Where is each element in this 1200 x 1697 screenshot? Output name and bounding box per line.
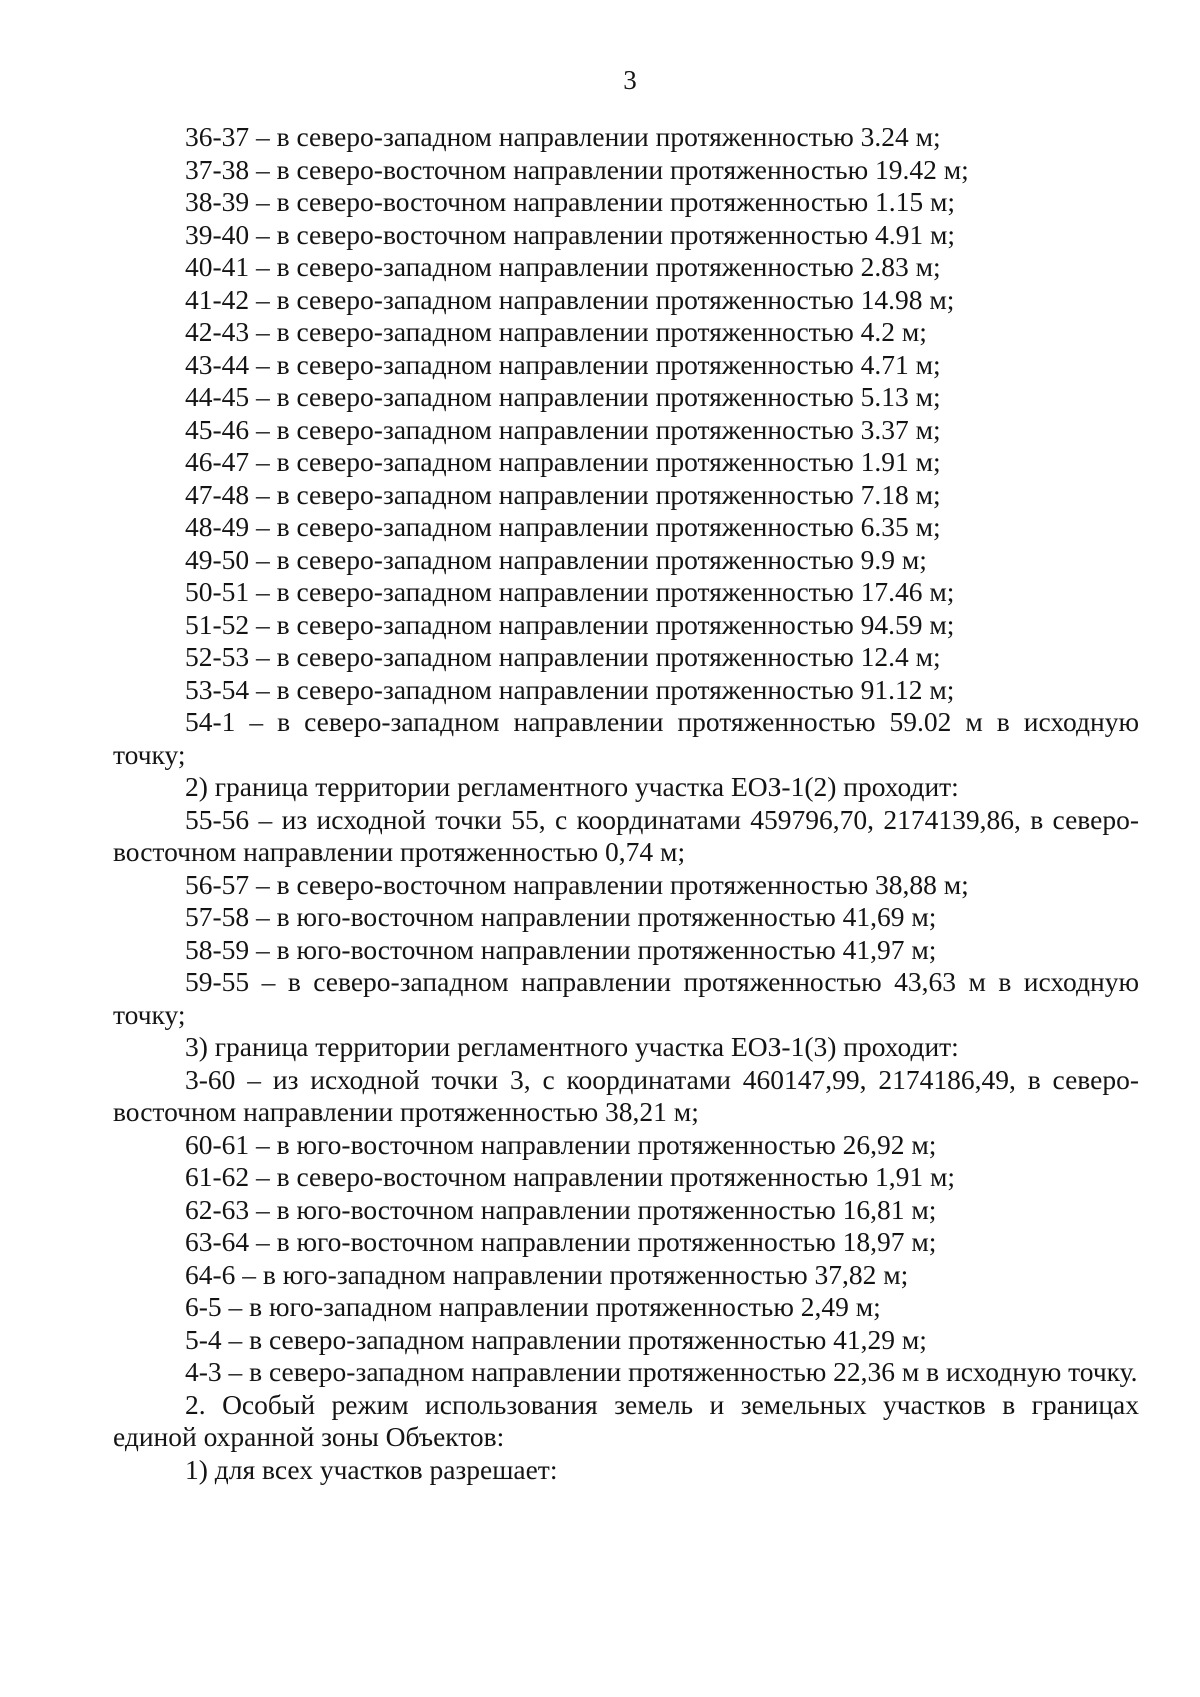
boundary-segment-37-38: 37-38 – в северо-восточном направлении протяженностью 19.42 м; <box>185 153 969 185</box>
boundary-segment-51-52: 51-52 – в северо-западном направлении протяженностью 94.59 м; <box>185 608 955 640</box>
boundary-segment-43-44: 43-44 – в северо-западном направлении протяженностью 4.71 м; <box>185 348 941 380</box>
boundary-segment-52-53: 52-53 – в северо-западном направлении протяженностью 12.4 м; <box>185 641 941 672</box>
boundary-segment-3-60: 3-60 – из исходной точки 3, с координатами 460147,99, 2174186,49, в северо-восточном направлении протяженностью 38,21 м; <box>113 1063 1139 1127</box>
section-heading-eoz-1-3: 3) граница территории регламентного участка ЕОЗ-1(3) проходит: <box>185 1031 959 1062</box>
section-heading-eoz-1-2: 2) граница территории регламентного участка ЕОЗ-1(2) проходит: <box>185 771 959 802</box>
boundary-segment-40-41: 40-41 – в северо-западном направлении протяженностью 2.83 м; <box>185 251 941 282</box>
boundary-segment-6-5: 6-5 – в юго-западном направлении протяженностью 2,49 м; <box>185 1291 881 1322</box>
document-body <box>113 121 1139 1486</box>
boundary-segment-53-54: 53-54 – в северо-западном направлении протяженностью 91.12 м; <box>185 673 955 705</box>
boundary-segment-54-1: 54-1 – в северо-западном направлении протяженностью 59.02 м в исходную точку; <box>113 706 1139 770</box>
boundary-segment-47-48: 47-48 – в северо-западном направлении протяженностью 7.18 м; <box>185 478 941 510</box>
boundary-segment-5-4: 5-4 – в северо-западном направлении протяженностью 41,29 м; <box>185 1323 927 1355</box>
section-2-special-regime: 2. Особый режим использования земель и земельных участков в границах единой охранной зоны Объектов: <box>113 1388 1139 1452</box>
subsection-all-plots-permits: 1) для всех участков разрешает: <box>185 1453 558 1485</box>
boundary-segment-62-63: 62-63 – в юго-восточном направлении протяженностью 16,81 м; <box>185 1193 937 1225</box>
boundary-segment-41-42: 41-42 – в северо-западном направлении протяженностью 14.98 м; <box>185 283 955 315</box>
boundary-segment-56-57: 56-57 – в северо-восточном направлении протяженностью 38,88 м; <box>185 868 969 900</box>
boundary-segment-45-46: 45-46 – в северо-западном направлении протяженностью 3.37 м; <box>185 413 941 445</box>
boundary-segment-60-61: 60-61 – в юго-восточном направлении протяженностью 26,92 м; <box>185 1128 937 1160</box>
boundary-segment-48-49: 48-49 – в северо-западном направлении протяженностью 6.35 м; <box>185 511 941 542</box>
boundary-segment-38-39: 38-39 – в северо-восточном направлении протяженностью 1.15 м; <box>185 186 956 217</box>
boundary-segment-57-58: 57-58 – в юго-восточном направлении протяженностью 41,69 м; <box>185 901 937 932</box>
boundary-segment-50-51: 50-51 – в северо-западном направлении протяженностью 17.46 м; <box>185 576 955 607</box>
boundary-segment-63-64: 63-64 – в юго-восточном направлении протяженностью 18,97 м; <box>185 1226 937 1257</box>
boundary-segment-39-40: 39-40 – в северо-восточном направлении протяженностью 4.91 м; <box>185 218 956 250</box>
boundary-segment-49-50: 49-50 – в северо-западном направлении протяженностью 9.9 м; <box>185 543 927 575</box>
boundary-segment-64-6: 64-6 – в юго-западном направлении протяженностью 37,82 м; <box>185 1258 909 1290</box>
boundary-segment-59-55: 59-55 – в северо-западном направлении протяженностью 43,63 м в исходную точку; <box>113 966 1139 1030</box>
boundary-segment-55-56: 55-56 – из исходной точки 55, с координатами 459796,70, 2174139,86, в северо-восточном направлении протяженностью 0,74 м; <box>113 803 1139 867</box>
page-number: 3 <box>623 65 637 95</box>
boundary-segment-44-45: 44-45 – в северо-западном направлении протяженностью 5.13 м; <box>185 381 941 412</box>
boundary-segment-42-43: 42-43 – в северо-западном направлении протяженностью 4.2 м; <box>185 316 927 347</box>
boundary-segment-36-37: 36-37 – в северо-западном направлении протяженностью 3.24 м; <box>185 121 941 152</box>
boundary-segment-61-62: 61-62 – в северо-восточном направлении протяженностью 1,91 м; <box>185 1161 956 1192</box>
boundary-segment-46-47: 46-47 – в северо-западном направлении протяженностью 1.91 м; <box>185 446 941 477</box>
boundary-segment-58-59: 58-59 – в юго-восточном направлении протяженностью 41,97 м; <box>185 933 937 965</box>
boundary-segment-4-3: 4-3 – в северо-западном направлении протяженностью 22,36 м в исходную точку. <box>185 1356 1138 1387</box>
